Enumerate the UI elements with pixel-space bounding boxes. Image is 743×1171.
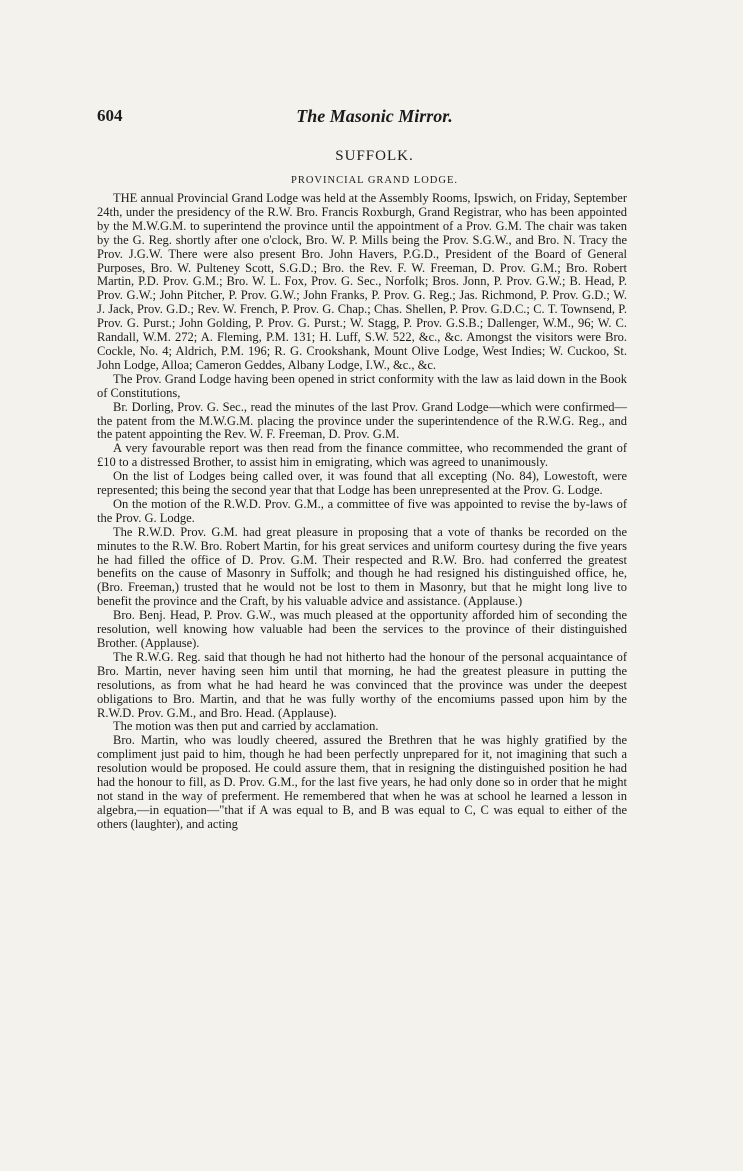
- paragraph: On the motion of the R.W.D. Prov. G.M., a committee of five was appointed to revise the by-laws of the Prov. G. Lodge.: [97, 496, 627, 525]
- article-body: [97, 192, 627, 832]
- section-title: SUFFOLK.: [335, 148, 414, 164]
- page-header: [97, 106, 652, 134]
- paragraph: The motion was then put and carried by acclamation.: [113, 719, 379, 734]
- paragraph: Bro. Benj. Head, P. Prov. G.W., was much pleased at the opportunity afforded him of seconding the resolution, well knowing how valuable had been the services to the province of their distinguished Brother. (Applause).: [97, 608, 627, 650]
- paragraph: A very favourable report was then read from the finance committee, who recommended the grant of £10 to a distressed Brother, to assist him in emigrating, which was agreed to unanimously.: [97, 441, 627, 470]
- paragraph: THE annual Provincial Grand Lodge was held at the Assembly Rooms, Ipswich, on Friday, September 24th, under the presidency of the R.W. Bro. Francis Roxburgh, Grand Registrar, who has been appointed by the M.W.G.M. to superintend the province until the appointment of a Prov. G.M. The chair was taken by the G. Reg. shortly after one o'clock, Bro. W. P. Mills being the Prov. S.G.W., and Bro. N. Tracy the Prov. J.G.W. There were also present Bro. John Havers, P.G.D., President of the Board of General Purposes, Bro. W. Pulteney Scott, S.G.D.; Bro. the Rev. F. W. Freeman, D. Prov. G.M.; Bro. Robert Martin, P.D. Prov. G.M.; Bro. W. L. Fox, Prov. G. Sec., Norfolk; Bros. Jonn, P. Prov. G.W.; B. Head, P. Prov. G.W.; John Pitcher, P. Prov. G.W.; John Franks, P. Prov. G. Reg.; Jas. Richmond, P. Prov. G.D.; W. J. Jack, Prov. G.D.; Rev. W. French, P. Prov. G. Chap.; Chas. Shellen, P. Prov. G.D.C.; C. T. Townsend, P. Prov. G. Purst.; John Golding, P. Prov. G. Purst.; W. Stagg, P. Prov. G.S.B.; Dallenger, W.M., 96; W. C. Randall, W.M. 272; A. Fleming, P.M. 131; H. Luff, S.W. 522, &c., &c. Amongst the visitors were Bro. Cockle, No. 4; Aldrich, P.M. 196; R. G. Crookshank, Mount Olive Lodge, West Indies; W. Cuckoo, St. John Lodge, Alloa; Cameron Geddes, Albany Lodge, I.W., &c., &c.: [97, 191, 627, 372]
- paragraph: The Prov. Grand Lodge having been opened in strict conformity with the law as laid down in the Book of Constitutions,: [97, 371, 627, 400]
- journal-title: The Masonic Mirror.: [296, 106, 453, 126]
- subsection-title: PROVINCIAL GRAND LODGE.: [291, 175, 458, 186]
- paragraph: The R.W.G. Reg. said that though he had not hitherto had the honour of the personal acquaintance of Bro. Martin, never having seen him until that morning, he had the greatest pleasure in putting the resolutions, as from what he had heard he was convinced that the province was under the deepest obligations to Bro. Martin, and that he was fully worthy of the encomiums passed upon him by the R.W.D. Prov. G.M., and Bro. Head. (Applause).: [97, 649, 627, 720]
- paragraph: The R.W.D. Prov. G.M. had great pleasure in proposing that a vote of thanks be recorded on the minutes to the R.W. Bro. Robert Martin, for his great services and uniform courtesy during the five years he had filled the office of D. Prov. G.M. Their respected and R.W. Bro. had conferred the greatest benefits on the cause of Masonry in Suffolk; and though he had resigned his distinguished office, he, (Bro. Freeman,) trusted that he would not be lost to them in Masonry, but that he might long live to benefit the province and the Craft, by his valuable advice and assistance. (Applause.): [97, 524, 627, 609]
- paragraph: On the list of Lodges being called over, it was found that all excepting (No. 84), Lowestoft, were represented; this being the second year that that Lodge has been unrepresented at the Prov. G. Lodge.: [97, 469, 627, 498]
- paragraph: Br. Dorling, Prov. G. Sec., read the minutes of the last Prov. Grand Lodge—which were confirmed—the patent from the M.W.G.M. placing the province under the superintendence of the R.W.G. Reg., and the patent appointing the Rev. W. F. Freeman, D. Prov. G.M.: [97, 399, 627, 442]
- paragraph: Bro. Martin, who was loudly cheered, assured the Brethren that he was highly gratified by the compliment just paid to him, though he had been perfectly unprepared for it, not imagining that such a resolution would be proposed. He could assure them, that in resigning the distinguished position he had had the honour to fill, as D. Prov. G.M., for the last five years, he had only done so in order that he might not stand in the way of preferment. He remembered that when he was at school he learned a lesson in algebra,—in equation—"that if A was equal to B, and B was equal to C, C was equal to either of the others (laughter), and acting: [97, 733, 627, 831]
- page-number: 604: [97, 106, 123, 125]
